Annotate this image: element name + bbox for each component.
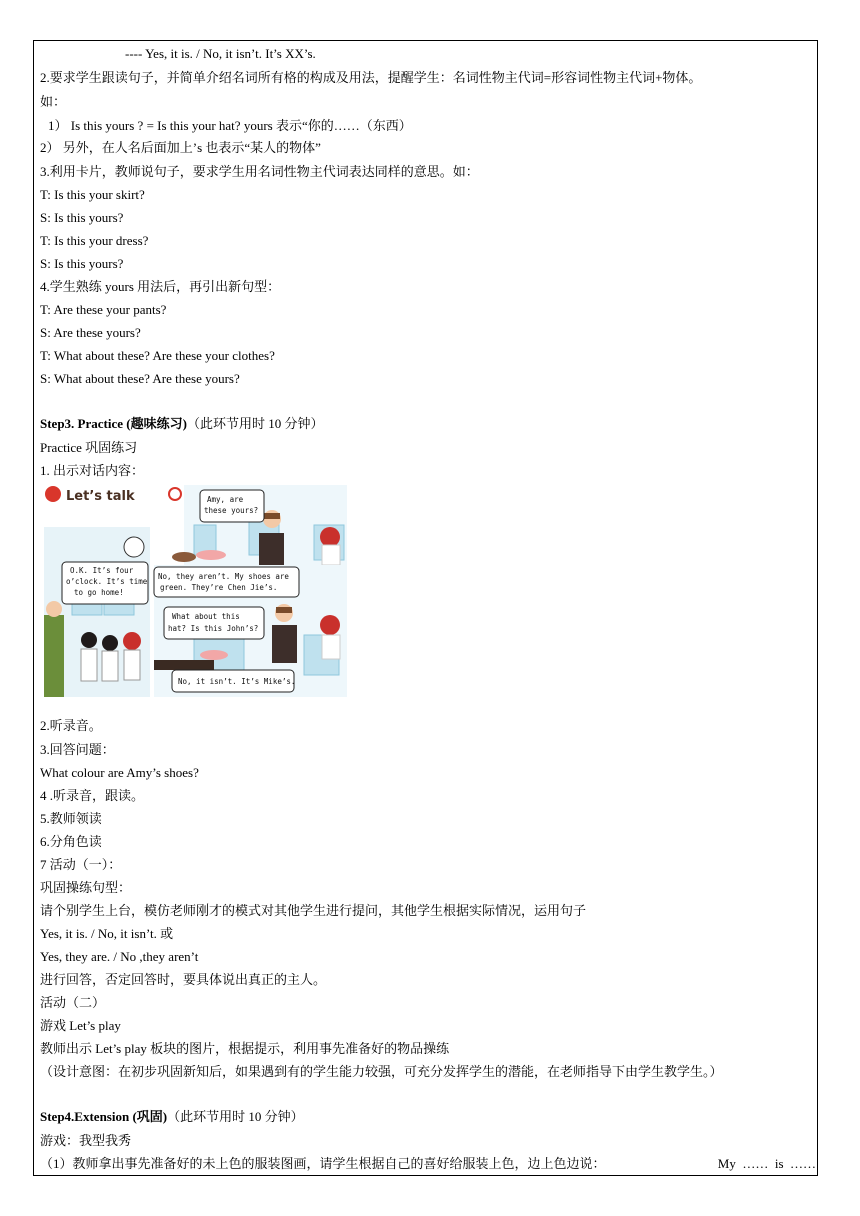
text-line: 7 活动（一）：	[40, 857, 122, 872]
step3-time: （此环节用时 10 分钟）	[186, 416, 324, 431]
text-line: T: Is this your dress?	[40, 233, 149, 248]
text-line: 1. 出示对话内容：	[40, 463, 145, 478]
text-line: 2.要求学生跟读句子，并简单介绍名词所有格的构成及用法，提醒学生：名词性物主代词=形容词性物主代词+物体。	[40, 70, 702, 85]
text-line: 3.利用卡片，教师说句子，要求学生用名词性物主代词表达同样的意思。如：	[40, 164, 479, 179]
text-line: S: Is this yours?	[40, 210, 124, 225]
text-line: 6.分角色读	[40, 834, 102, 849]
text-line: 4 .听录音，跟读。	[40, 788, 145, 803]
banner-text: Let’s talk	[66, 489, 135, 504]
text-line: 巩固操练句型：	[40, 880, 132, 895]
text-line: Yes, it is. / No, it isn’t. 或	[40, 926, 174, 941]
text-line: 教师出示 Let’s play 板块的图片，根据提示，利用事先准备好的物品操练	[40, 1041, 450, 1056]
text-line: 4.学生熟练 yours 用法后，再引出新句型：	[40, 279, 281, 294]
text-line: （设计意图：在初步巩固新知后，如果遇到有的学生能力较强，可充分发挥学生的潜能，在老师指导下由学生教学生。）	[40, 1064, 723, 1079]
lets-talk-illustration	[44, 485, 347, 697]
svg-text:O.K. It’s four o’clock: O.K. It’s four o’clock. It’s time to go home!	[66, 566, 148, 597]
text-line: 2） 另外，在人名后面加上’s 也表示“某人的物体”	[40, 140, 321, 155]
step4-title: Step4.Extension (巩固)	[40, 1109, 168, 1124]
text-line: 活动（二）	[40, 995, 106, 1010]
text-line: T: Is this your skirt?	[40, 187, 145, 202]
text-line: 进行回答，否定回答时，要具体说出真正的主人。	[40, 972, 327, 987]
text-line: 如：	[40, 94, 67, 109]
text-line: 游戏：我型我秀	[40, 1133, 132, 1148]
svg-text:What about this hat? I: What about this hat? Is this John’s?	[168, 612, 259, 633]
text-line: 请个别学生上台，模仿老师刚才的模式对其他学生进行提问，其他学生根据实际情况，运用句子	[40, 903, 587, 918]
text-line: 游戏 Let’s play	[40, 1018, 121, 1033]
text-line: ---- Yes, it is. / No, it isn’t. It’s XX’s.	[125, 46, 316, 61]
text-line: S: Is this yours?	[40, 256, 124, 271]
text-line: T: Are these your pants?	[40, 302, 167, 317]
text-line-justified: （1）教师拿出事先准备好的未上色的服装图画，请学生根据自己的喜好给服装上色，边上色边说： My …… is ……	[40, 1156, 816, 1171]
text-line: 1） Is this yours ? = Is this your hat? yours 表示“你的……（东西）	[48, 118, 412, 133]
text-line: S: What about these? Are these yours?	[40, 371, 240, 386]
step4-time: （此环节用时 10 分钟）	[167, 1109, 304, 1124]
text-line: 3.回答问题：	[40, 742, 115, 757]
step3-heading	[40, 414, 323, 433]
step3-title: Step3. Practice (趣味练习)	[40, 416, 187, 431]
text-line: T: What about these? Are these your clothes?	[40, 348, 275, 363]
text-line: What colour are Amy’s shoes?	[40, 765, 199, 780]
text-line: S: Are these yours?	[40, 325, 141, 340]
svg-text:No, it isn’t. It’s Mike’s.: No, it isn’t. It’s Mike’s.	[178, 677, 296, 686]
text-line: Yes, they are. / No ,they aren’t	[40, 949, 199, 964]
text-line: 5.教师领读	[40, 811, 102, 826]
text-line: 2.听录音。	[40, 718, 102, 733]
svg-text:Amy, are these yours?: Amy, are these yours?	[204, 495, 259, 515]
text-line: Practice 巩固练习	[40, 440, 138, 455]
step4-heading	[40, 1107, 304, 1126]
svg-text:No, they aren’t. My shoes are: No, they aren’t. My shoes are green. They’re Chen Jie’s.	[158, 572, 289, 592]
